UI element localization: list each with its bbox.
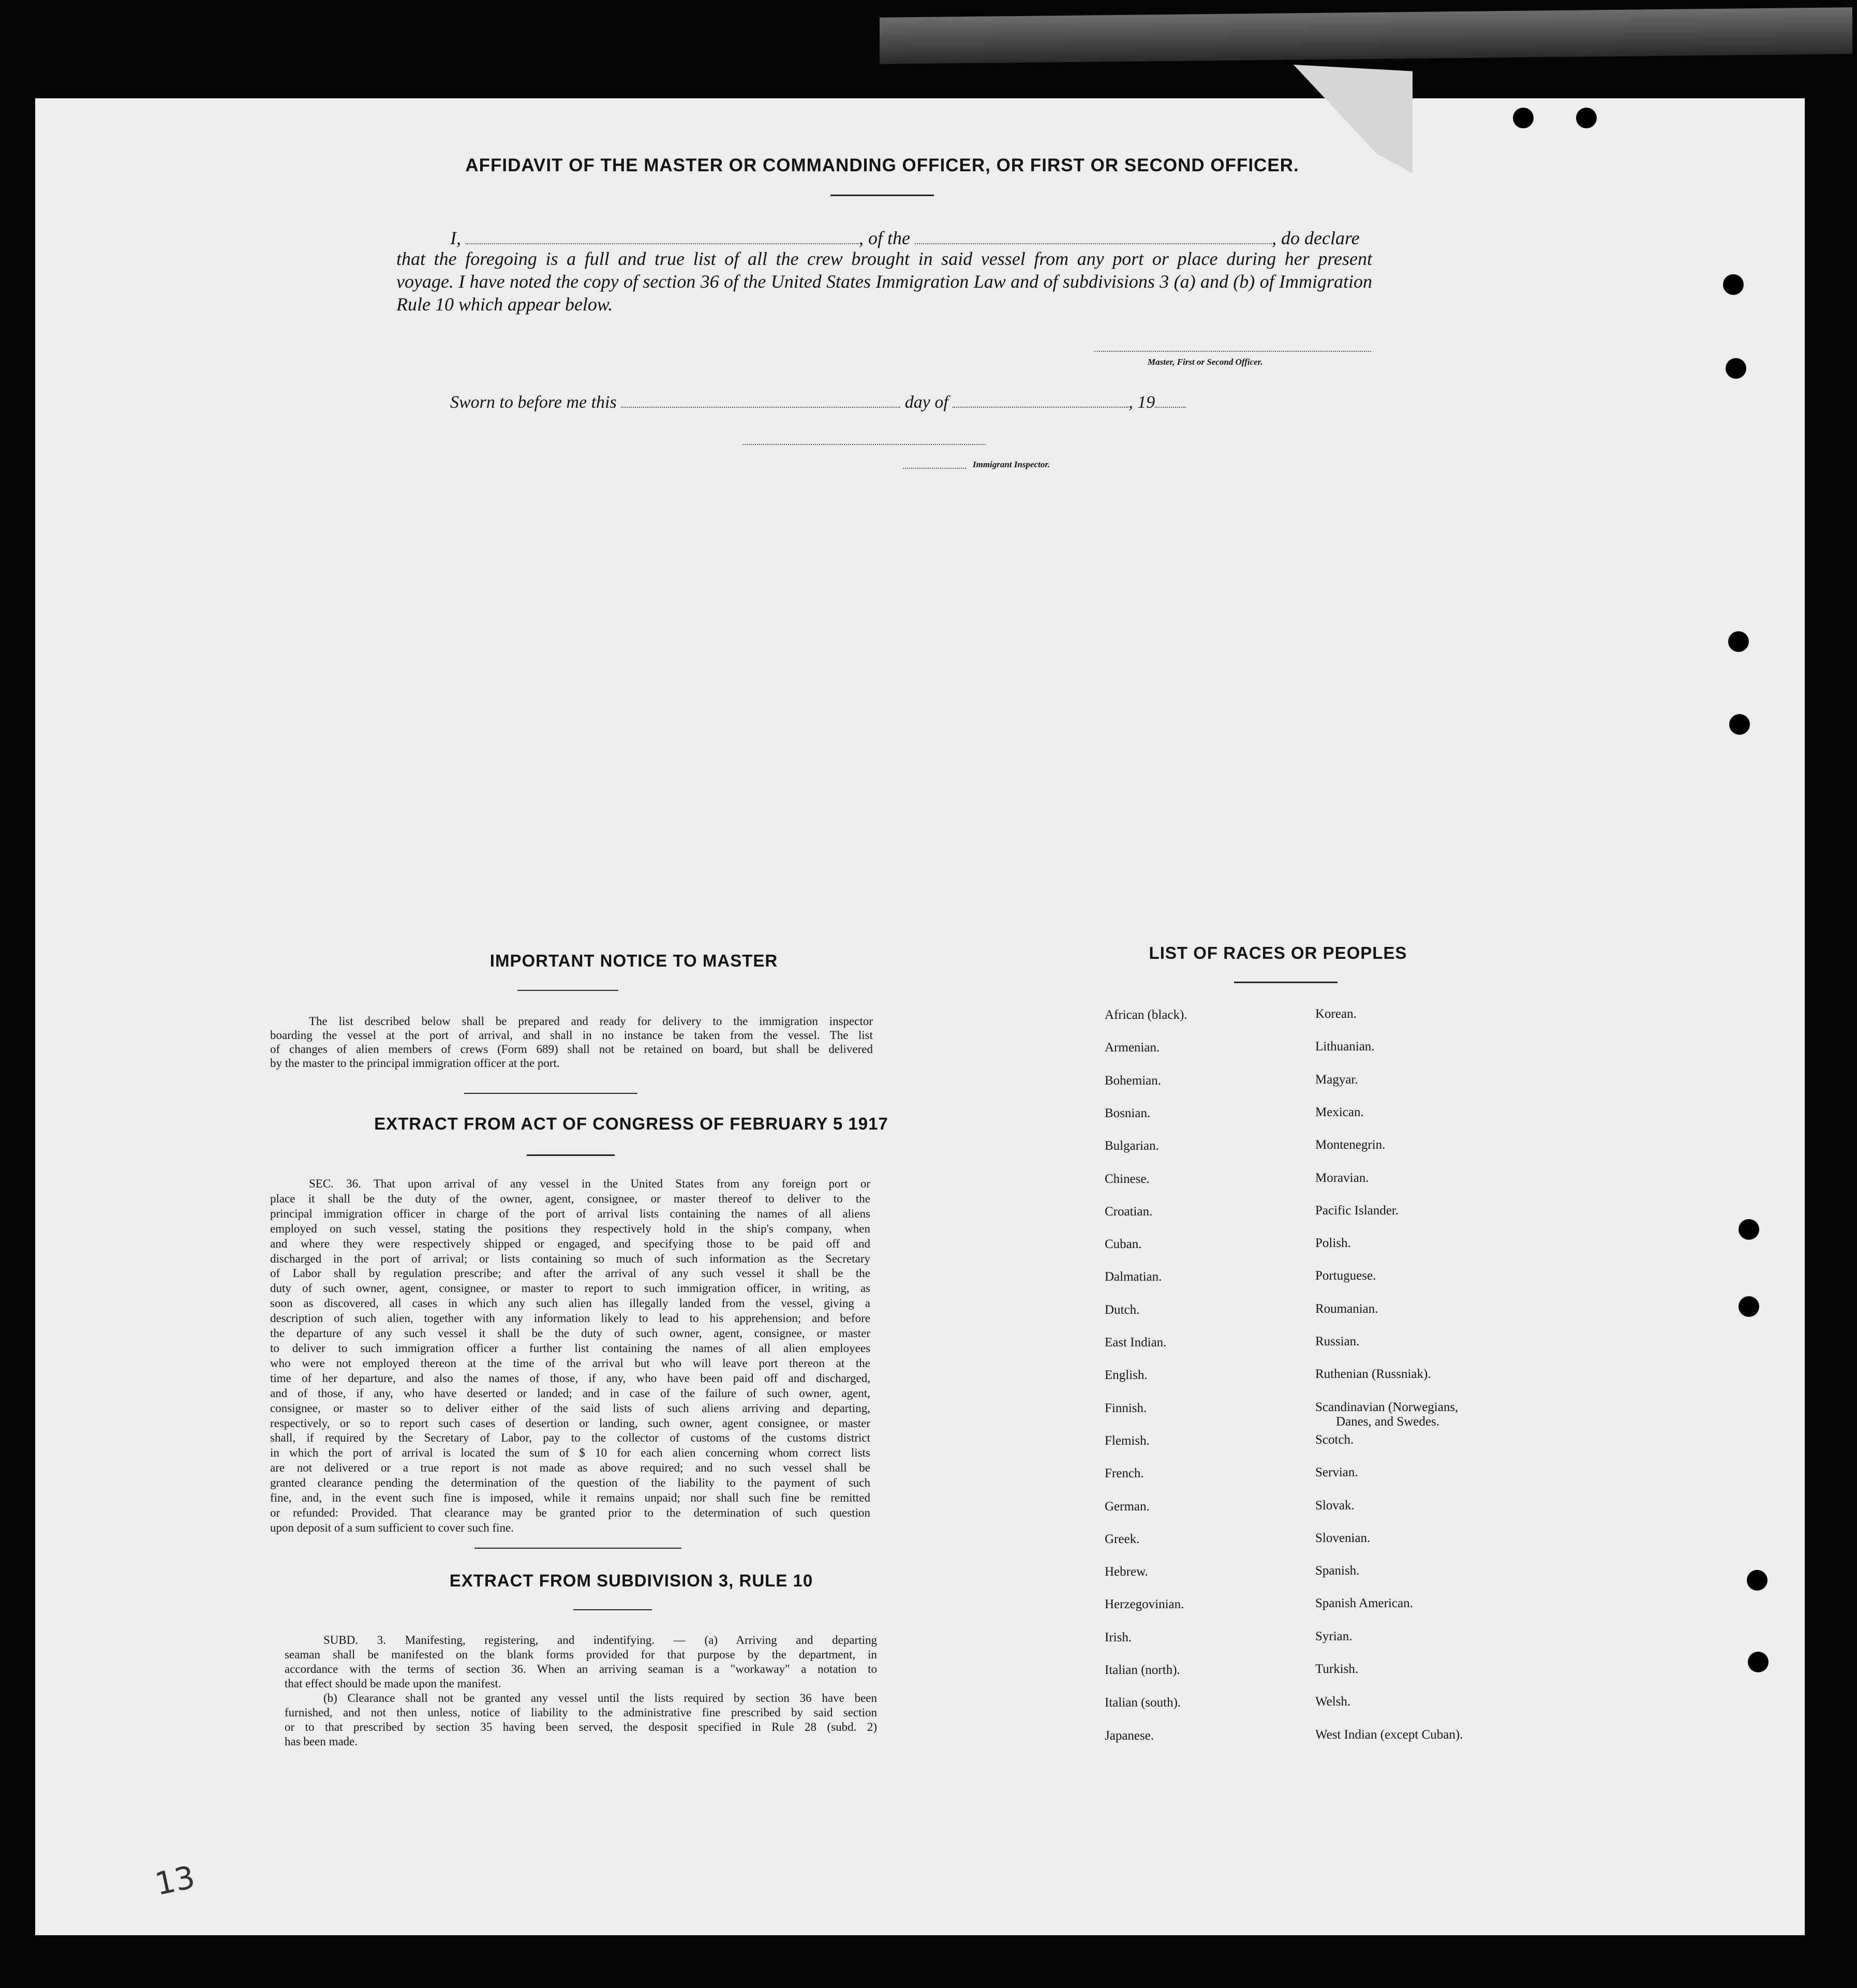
race-item: Lithuanian. <box>1315 1040 1375 1054</box>
race-item: Welsh. <box>1315 1695 1351 1709</box>
affidavit-line1 <box>450 225 1360 249</box>
race-item: Bohemian. <box>1105 1073 1162 1088</box>
rule-line: accordance with the terms of section 36. When an arriving seaman is a "workaway" a notation to <box>285 1663 877 1675</box>
punch-hole <box>1726 358 1746 379</box>
race-item: Italian (north). <box>1105 1663 1180 1677</box>
race-item: Spanish. <box>1315 1564 1360 1578</box>
act-line: who were not employed thereon at the time of the arrival but who will leave port thereon at the <box>270 1356 870 1370</box>
notice-title: IMPORTANT NOTICE TO MASTER <box>489 951 778 970</box>
race-item: Scotch. <box>1315 1432 1354 1447</box>
notice-line: of changes of alien members of crews (Form 689) shall not be retained on board, but shall be delivered <box>270 1043 873 1056</box>
day-of-text: day of <box>904 393 948 412</box>
rule-line: furnished, and not then unless, notice of liability to the administrative fine prescribed by said section <box>285 1706 877 1719</box>
act-line: principal immigration officer in charge of the port of arrival lists containing the names of all aliens <box>270 1207 870 1220</box>
act-line: and where they were respectively shipped or engaged, and specifying those to be paid off and <box>270 1237 870 1250</box>
punch-hole <box>1739 1296 1759 1317</box>
race-item: French. <box>1105 1466 1144 1481</box>
race-item: Portuguese. <box>1315 1269 1376 1283</box>
race-item: Servian. <box>1315 1465 1358 1480</box>
race-item: Armenian. <box>1105 1041 1160 1055</box>
sworn-line <box>450 389 1186 414</box>
rule-line: or to that prescribed by section 35 having been served, the desposit specified in Rule 28 (subd. 2) <box>285 1720 877 1733</box>
affidavit-of-the: , of the <box>859 228 910 248</box>
race-item: German. <box>1105 1499 1150 1514</box>
race-item: Polish. <box>1315 1236 1351 1251</box>
act-line: and of those, if any, who have deserted or landed; and in case of the failure of such owner, agent, <box>270 1386 870 1400</box>
divider <box>517 990 618 991</box>
vessel-blank <box>915 225 1272 244</box>
act-line: the departure of any such vessel it shall be the duty of such owner, agent, consignee, or master <box>270 1327 870 1340</box>
rule-line: has been made. <box>285 1735 358 1748</box>
act-line: fine, and, in the event such fine is imposed, while it remains unpaid; nor shall such fine be remitted <box>270 1491 870 1505</box>
act-line: employed on such vessel, stating the positions they respectively hold in the ship's company, when <box>270 1222 870 1235</box>
extract-rule-title: EXTRACT FROM SUBDIVISION 3, RULE 10 <box>449 1571 813 1590</box>
punch-hole <box>1729 714 1750 735</box>
race-item: West Indian (except Cuban). <box>1315 1727 1463 1742</box>
act-line: shall, if required by the Secretary of Labor, pay to the collector of customs of the customs district <box>270 1431 870 1445</box>
handwritten-page-number: 13 <box>152 1859 198 1903</box>
affidavit-i: I, <box>450 228 461 248</box>
act-line: in which the port of arrival is located the sum of $ 10 for each alien concerning whom correct lists <box>270 1446 870 1460</box>
race-item: Dalmatian. <box>1105 1270 1162 1284</box>
punch-hole <box>1728 631 1749 652</box>
race-item: Mexican. <box>1315 1105 1364 1119</box>
affidavit-do-declare: , do declare <box>1271 228 1360 248</box>
race-item: Slovak. <box>1315 1498 1355 1512</box>
affidavit-line3: voyage. I have noted the copy of section 36 of the United States Immigration Law and of subdivisions 3 (a) and (b) of Immigration <box>396 271 1372 292</box>
notice-line: The list described below shall be prepared and ready for delivery to the immigration inspector <box>309 1015 873 1028</box>
punch-hole <box>1723 274 1744 295</box>
race-item: Turkish. <box>1315 1662 1359 1676</box>
race-item: Croatian. <box>1105 1204 1153 1219</box>
act-line: discharged in the port of arrival; or lists containing so much of such information as the Secretary <box>270 1252 870 1265</box>
act-line: consignee, or master so to deliver either of the said lists of such aliens arriving and departing, <box>270 1401 870 1415</box>
act-line: respectively, or so to report such cases of desertion or landing, such owner, agent consignee, or master <box>270 1416 870 1430</box>
race-item: Japanese. <box>1105 1728 1154 1743</box>
affidavit-line2: that the foregoing is a full and true list of all the crew brought in said vessel from any port or place during her present <box>396 248 1372 269</box>
rule-line: SUBD. 3. Manifesting, registering, and indentifying. — (a) Arriving and departing <box>323 1634 877 1646</box>
race-item: Chinese. <box>1105 1171 1150 1186</box>
act-line: place it shall be the duty of the owner, agent, consignee, or master thereof to deliver to the <box>270 1192 870 1205</box>
race-item: Syrian. <box>1315 1629 1353 1643</box>
year-text: , 19 <box>1128 393 1155 412</box>
act-line: or refunded: Provided. That clearance may be granted prior to the determination of such question <box>270 1506 870 1519</box>
master-signature-label: Master, First or Second Officer. <box>1148 357 1263 367</box>
race-item: Bosnian. <box>1105 1106 1151 1120</box>
race-item: Greek. <box>1105 1532 1140 1546</box>
act-line: are not delivered or a true report is not made as above required; and no such vessel shall be <box>270 1461 870 1475</box>
extract-rule-body <box>285 1633 877 1749</box>
divider <box>830 195 934 196</box>
race-item: English. <box>1105 1368 1148 1383</box>
divider <box>474 1548 681 1549</box>
affidavit-line4: Rule 10 which appear below. <box>396 294 613 315</box>
race-item: Korean. <box>1315 1007 1357 1021</box>
race-item: Magyar. <box>1315 1072 1358 1087</box>
race-item: Slovenian. <box>1315 1531 1371 1545</box>
inspector-dots <box>903 468 966 469</box>
races-title: LIST OF RACES OR PEOPLES <box>1149 943 1407 962</box>
inspector-signature-label: Immigrant Inspector. <box>973 459 1050 469</box>
race-item: Ruthenian (Russniak). <box>1315 1367 1431 1382</box>
scan-edge-strip <box>880 7 1852 64</box>
divider <box>1234 982 1338 983</box>
race-item: African (black). <box>1105 1008 1187 1022</box>
act-line: of Labor shall by regulation prescribe; and after the arrival of any such vessel it shall be the <box>270 1267 870 1280</box>
affidavit-title: AFFIDAVIT OF THE MASTER OR COMMANDING OFFICER, OR FIRST OR SECOND OFFICER. <box>465 155 1299 175</box>
act-line: soon as discovered, all cases in which any such alien has illegally landed from the vessel, giving a <box>270 1297 870 1310</box>
race-item: East Indian. <box>1105 1336 1167 1349</box>
rule-line: seaman shall be manifested on the blank forms provided for that purpose by the department, in <box>285 1648 877 1661</box>
punch-hole <box>1747 1570 1767 1591</box>
sworn-month-blank <box>953 389 1128 408</box>
act-line: to deliver to such immigration officer a further list containing the names of all alien employees <box>270 1341 870 1355</box>
divider <box>573 1609 652 1610</box>
race-item: Roumanian. <box>1315 1301 1378 1316</box>
act-line: upon deposit of a sum sufficient to cover such fine. <box>270 1521 514 1534</box>
race-item: Flemish. <box>1105 1433 1150 1448</box>
act-line: duty of such owner, agent, consignee, or master to report to such immigration officer, in writing, as <box>270 1282 870 1295</box>
inspector-signature-line <box>742 444 986 445</box>
divider <box>464 1093 637 1094</box>
race-item: Montenegrin. <box>1315 1138 1386 1152</box>
divider <box>527 1154 615 1156</box>
year-blank <box>1155 389 1186 408</box>
extract-act-body <box>270 1177 870 1536</box>
rule-line: that effect should be made upon the manifest. <box>285 1677 501 1690</box>
extract-act-title: EXTRACT FROM ACT OF CONGRESS OF FEBRUARY 5 1917 <box>374 1114 888 1133</box>
master-signature-line <box>1094 351 1371 352</box>
race-item: Dutch. <box>1105 1302 1140 1317</box>
race-item: Italian (south). <box>1105 1696 1181 1710</box>
act-line: SEC. 36. That upon arrival of any vessel in the United States from any foreign port or <box>309 1177 870 1190</box>
race-item: Scandinavian (Norwegians, <box>1315 1400 1459 1414</box>
sworn-day-blank <box>621 389 900 408</box>
race-item: Bulgarian. <box>1105 1139 1159 1153</box>
race-item: Finnish. <box>1105 1401 1147 1415</box>
race-item: Irish. <box>1105 1630 1132 1644</box>
race-item: Pacific Islander. <box>1315 1203 1399 1218</box>
punch-hole <box>1739 1219 1759 1240</box>
race-item: Herzegovinian. <box>1105 1597 1184 1612</box>
name-blank <box>466 225 859 244</box>
race-item: Moravian. <box>1315 1170 1369 1185</box>
race-item-continued: Danes, and Swedes. <box>1336 1414 1439 1429</box>
race-item: Spanish American. <box>1315 1596 1413 1611</box>
race-item: Russian. <box>1315 1334 1360 1348</box>
race-item: Hebrew. <box>1105 1565 1148 1579</box>
notice-line: boarding the vessel at the port of arrival, and shall in no instance be taken from the vessel. The list <box>270 1029 873 1042</box>
act-line: description of such alien, together with any information likely to lead to his apprehension; and before <box>270 1312 870 1325</box>
race-item: Cuban. <box>1105 1237 1142 1252</box>
act-line: granted clearance pending the determination of the question of the liability to the payment of such <box>270 1476 870 1490</box>
act-line: time of her departure, and also the names of those, if any, who have been paid off and discharged, <box>270 1371 870 1385</box>
punch-hole <box>1576 108 1597 128</box>
punch-hole <box>1748 1652 1769 1672</box>
sworn-text: Sworn to before me this <box>450 393 617 412</box>
notice-body <box>270 1014 873 1070</box>
punch-hole <box>1513 108 1534 128</box>
notice-line: by the master to the principal immigration officer at the port. <box>270 1057 560 1070</box>
rule-line: (b) Clearance shall not be granted any vessel until the lists required by section 36 have been <box>323 1692 877 1704</box>
